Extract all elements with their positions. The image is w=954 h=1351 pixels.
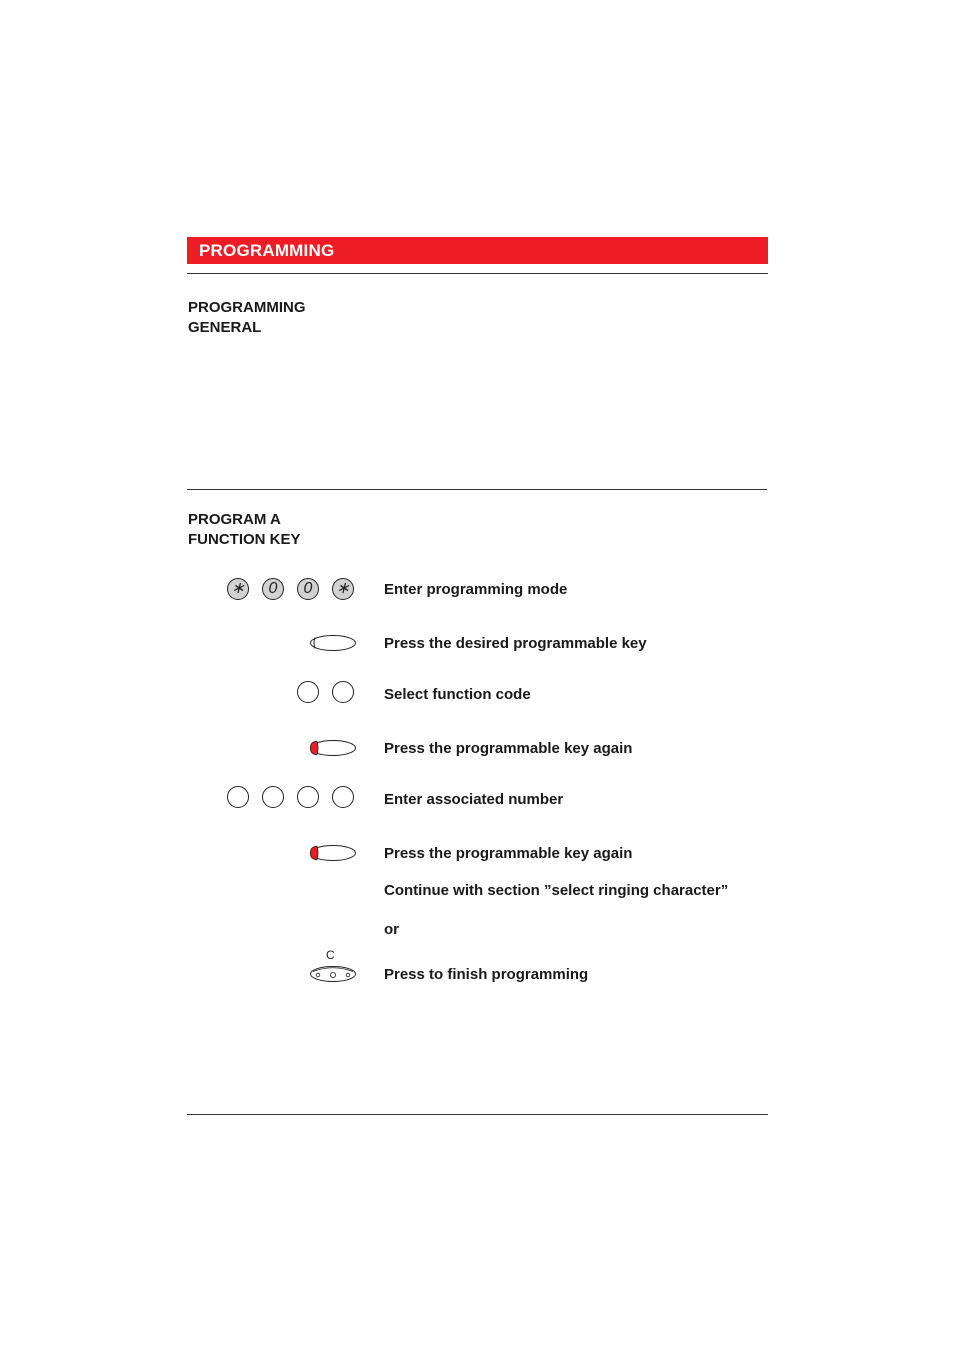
page-title: PROGRAMMING [199, 241, 335, 260]
step-select-function-code: Select function code [384, 686, 531, 703]
step-press-desired-key: Press the desired programmable key [384, 635, 647, 652]
programmable-key-lit-icon [309, 844, 357, 862]
programmable-key-lit-icon [309, 739, 357, 757]
step-enter-programming-mode: Enter programming mode [384, 581, 568, 598]
step-finish-programming: Press to finish programming [384, 966, 589, 983]
step-enter-associated-number: Enter associated number [384, 791, 564, 808]
step-press-key-again-2: Press the programmable key again [384, 845, 633, 862]
zero-key-icon: 0 [297, 578, 319, 600]
digit-key-icon [262, 786, 284, 808]
digit-key-icon [332, 681, 354, 703]
clear-key-icon [309, 965, 357, 983]
clear-key-label: C [326, 948, 335, 962]
footer-divider [187, 1114, 768, 1115]
step-or: or [384, 921, 399, 938]
section-header-bar [187, 237, 768, 264]
asterisk-key-icon: ∗ [332, 578, 354, 600]
digit-key-icon [297, 786, 319, 808]
digit-key-icon [332, 786, 354, 808]
digit-key-icon [297, 681, 319, 703]
zero-key-icon: 0 [262, 578, 284, 600]
section-divider [187, 489, 767, 490]
section-title-programming-general: PROGRAMMING GENERAL [188, 299, 306, 336]
asterisk-key-icon: ∗ [227, 578, 249, 600]
section-title-program-function-key: PROGRAM A FUNCTION KEY [188, 511, 301, 548]
step-continue-note: Continue with section ”select ringing character” [384, 882, 729, 899]
digit-key-icon [227, 786, 249, 808]
step-press-key-again-1: Press the programmable key again [384, 740, 633, 757]
header-divider [187, 273, 768, 274]
programmable-key-icon [309, 634, 357, 652]
